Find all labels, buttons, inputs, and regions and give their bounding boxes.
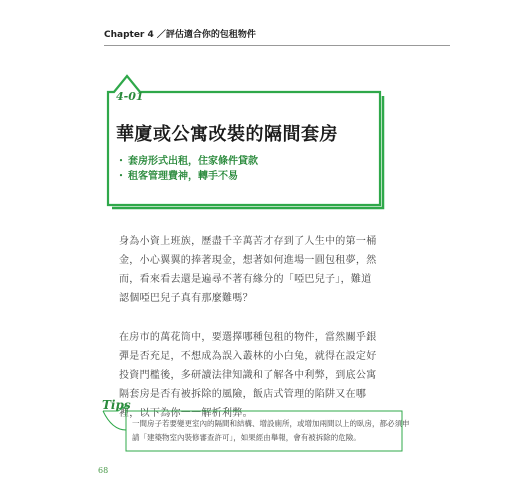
key-points [116, 154, 258, 184]
key-point: ・ 套房形式出租，住家條件貸款 [116, 156, 258, 167]
header-divider [104, 45, 450, 46]
tips-text: 一間房子若要變更室內的隔間和結構、增設廁所，或增加兩間以上的臥房，都必須申請「建築物室內裝修審查許可」，如果經由舉報，會有被拆除的危險。 [132, 419, 410, 442]
body-paragraph-2: 在房市的萬花筒中，要選擇哪種包租的物件，當然關乎銀彈是否充足，不想成為誤入叢林的小白兔，就得在設定好投資門檻後，多研讀法律知識和了解各中利弊，到底公寓隔套房是否有被拆除的風險，飯店式管理的陷阱又在哪裡，以下為你一一解析利弊。 [119, 332, 377, 419]
tips-label: Tips [102, 398, 131, 412]
chapter-header: Chapter 4 ／評估適合你的包租物件 [104, 30, 256, 40]
section-number: 4-01 [116, 90, 144, 103]
key-point: ・ 租客管理費神，轉手不易 [116, 171, 238, 182]
page-number: 68 [98, 466, 109, 475]
body-paragraph-1: 身為小資上班族，歷盡千辛萬苦才存到了人生中的第一桶金，小心翼翼的捧著現金，想著如何進場一圓包租夢，然而，看來看去還是遍尋不著有緣分的「啞巴兒子」，難道認個啞巴兒子真有那麼難嗎？ [119, 236, 377, 304]
bullet-icon: ・ [116, 171, 126, 182]
section-title: 華廈或公寓改裝的隔間套房 [116, 124, 338, 145]
bullet-icon: ・ [116, 156, 126, 167]
